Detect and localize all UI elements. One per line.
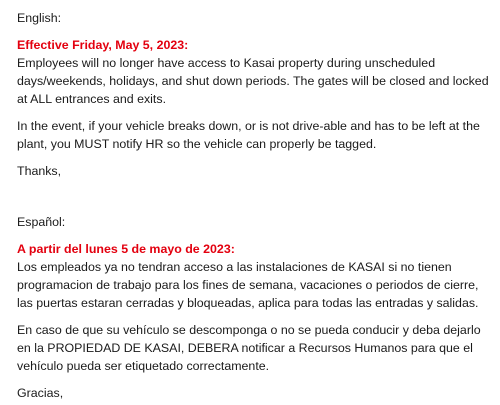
- spanish-closing: Gracias,: [17, 386, 64, 400]
- english-label: English:: [17, 11, 62, 25]
- spanish-heading: A partir del lunes 5 de mayo de 2023:: [17, 242, 235, 256]
- spanish-label: Español:: [17, 215, 66, 229]
- english-paragraph-2: In the event, if your vehicle breaks down, or is not drive-able and has to be left at the plant, you MUST notify HR so the vehicle can properly be tagged.: [17, 119, 480, 151]
- english-section: [17, 9, 490, 180]
- spanish-paragraph-2: En caso de que su vehículo se descomponga o no se pueda conducir y deba dejarlo en la PROPIEDAD DE KASAI, DEBERA notificar a Recursos Humanos para que el vehículo pueda ser etiquetado correctamente.: [17, 323, 481, 373]
- spanish-paragraph-1: Los empleados ya no tendran acceso a las instalaciones de KASAI si no tienen programacion de trabajo para los fines de semana, vacaciones o periodos de cierre, las puertas estaran cerradas y bloqueadas, aplica para todas las entradas y salidas.: [17, 260, 479, 310]
- english-closing: Thanks,: [17, 164, 62, 178]
- section-spacer: [17, 180, 490, 213]
- english-heading: Effective Friday, May 5, 2023:: [17, 38, 189, 52]
- spanish-section: [17, 213, 490, 402]
- english-paragraph-1: Employees will no longer have access to Kasai property during unscheduled days/weekends, holidays, and shut down periods. The gates will be closed and locked at ALL entrances and exits.: [17, 56, 489, 106]
